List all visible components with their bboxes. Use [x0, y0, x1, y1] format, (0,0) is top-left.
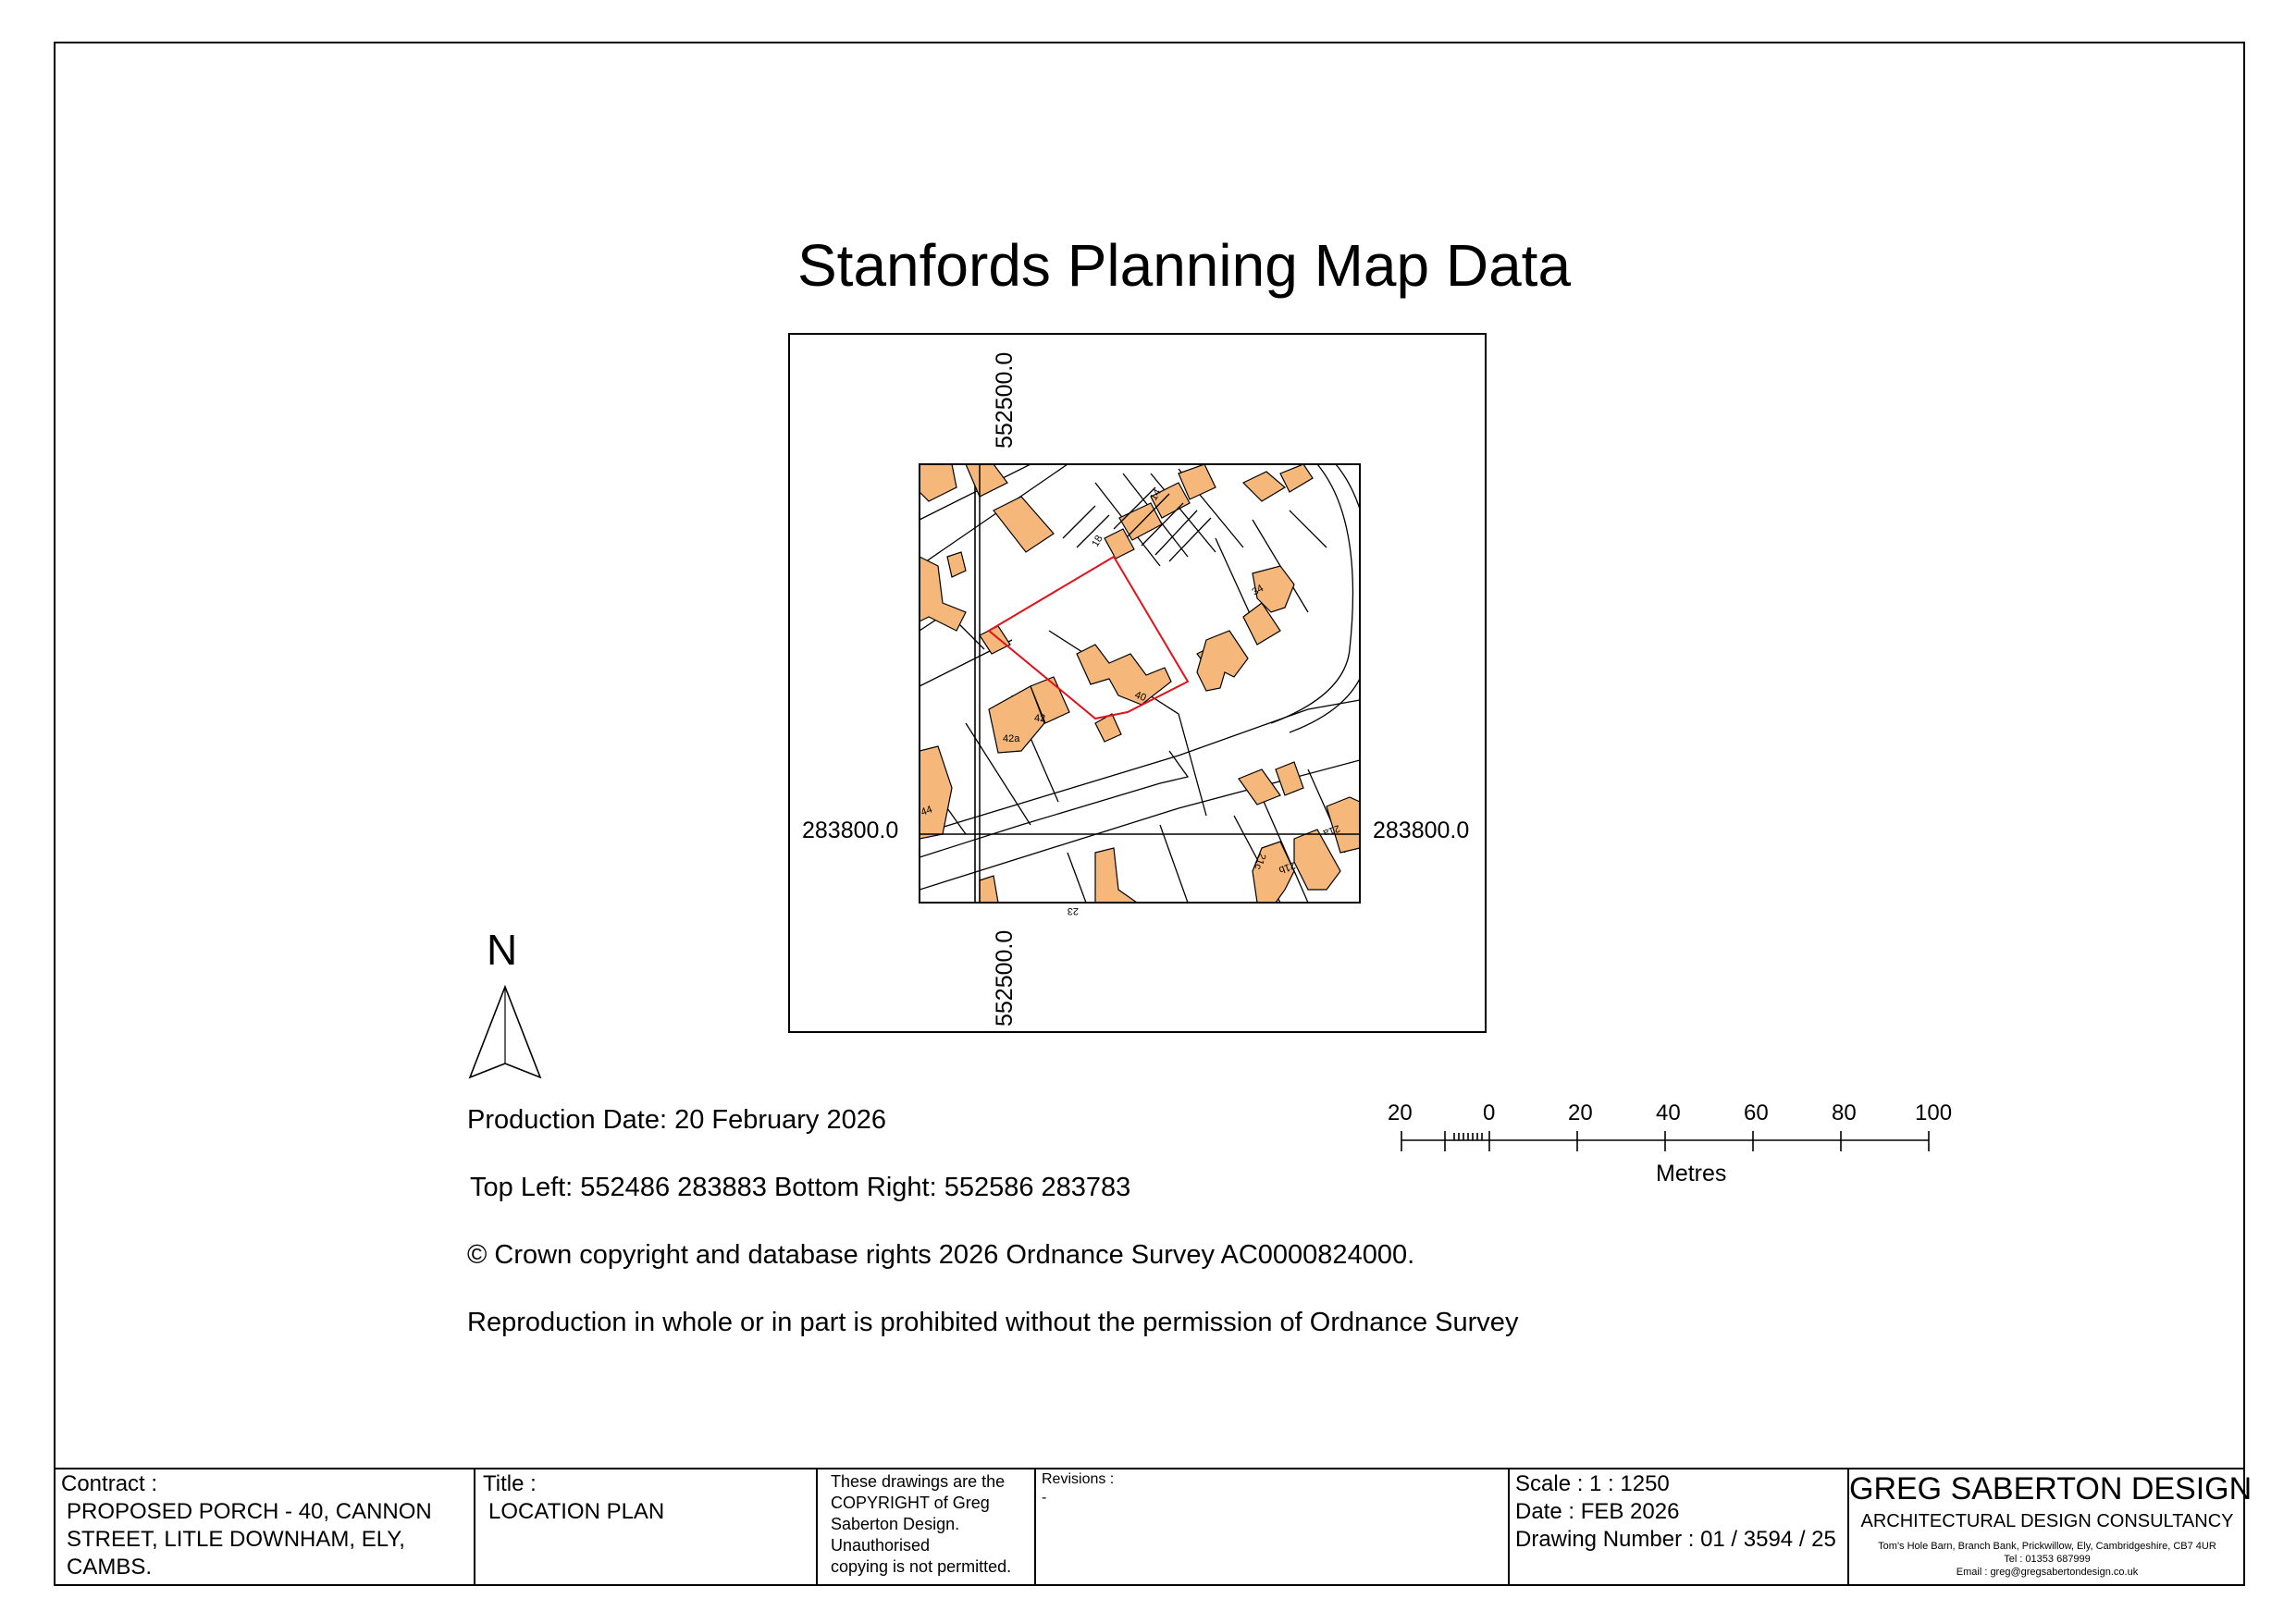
road-edge — [920, 751, 1188, 857]
contract-cell — [54, 1469, 475, 1586]
building-label: 42a — [1003, 733, 1020, 744]
building-label: 40 — [1132, 689, 1148, 705]
company-tel: Tel : 01353 687999 — [2004, 1554, 2091, 1565]
copyright-line: Saberton Design. — [831, 1515, 960, 1533]
building — [994, 497, 1054, 552]
drawing-number: Drawing Number : 01 / 3594 / 25 — [1515, 1527, 1836, 1552]
scale-units: Metres — [1656, 1161, 1727, 1187]
building — [1239, 769, 1280, 805]
building-label: 21c — [1252, 851, 1268, 871]
revisions-value: - — [1042, 1490, 1047, 1506]
plot-line — [1160, 825, 1188, 903]
scale-label: 60 — [1744, 1100, 1769, 1125]
scale-label: 40 — [1656, 1100, 1681, 1125]
building — [947, 552, 966, 577]
building-label: 18 — [1090, 533, 1105, 549]
scale-label: 100 — [1915, 1100, 1953, 1125]
map-frame — [788, 333, 1487, 1033]
title-value: LOCATION PLAN — [488, 1499, 665, 1524]
copyright-notice: © Crown copyright and database rights 2026 Ordnance Survey AC0000824000. — [467, 1240, 1415, 1270]
building-label: 21b — [1277, 859, 1298, 876]
company-cell — [1849, 1469, 2253, 1586]
contract-label: Contract : — [61, 1471, 158, 1496]
title-cell — [475, 1469, 818, 1586]
plot-line — [1290, 510, 1327, 547]
building — [1095, 848, 1137, 903]
building — [1243, 472, 1285, 501]
scale-label: 20 — [1388, 1100, 1413, 1125]
revisions-label: Revisions : — [1042, 1471, 1115, 1487]
building — [1197, 631, 1248, 691]
scale-label: 0 — [1483, 1100, 1496, 1125]
revisions-cell — [1036, 1469, 1510, 1586]
easting-label-top: 552500.0 — [992, 351, 1018, 449]
copyright-cell — [818, 1469, 1036, 1586]
scale-label: 20 — [1568, 1100, 1593, 1125]
building — [1294, 830, 1340, 890]
company-name: GREG SABERTON DESIGN — [1849, 1471, 2253, 1506]
company-subtitle: ARCHITECTURAL DESIGN CONSULTANCY — [1860, 1511, 2234, 1531]
company-email: Email : greg@gregsabertondesign.co.uk — [1956, 1567, 2139, 1578]
company-address: Tom's Hole Barn, Branch Bank, Prickwillow, Ely, Cambridgeshire, CB7 4UR — [1878, 1541, 2216, 1552]
page-title: Stanfords Planning Map Data — [796, 232, 1572, 299]
scale-value: Scale : 1 : 1250 — [1515, 1471, 1670, 1496]
date-value: Date : FEB 2026 — [1515, 1499, 1680, 1524]
easting-label-bottom: 552500.0 — [992, 929, 1018, 1027]
contract-line: CAMBS. — [67, 1555, 153, 1580]
copyright-line: COPYRIGHT of Greg — [831, 1494, 990, 1512]
building-label: 34 — [1250, 583, 1266, 598]
copyright-line: copying is not permitted. — [831, 1557, 1012, 1576]
title-block — [54, 1468, 2253, 1586]
building-label: 23 — [1067, 905, 1079, 916]
building — [920, 746, 952, 839]
building-label: 44 — [919, 804, 934, 818]
plot-line — [1068, 853, 1086, 903]
building — [966, 464, 1007, 497]
building — [1276, 762, 1303, 795]
north-label: N — [487, 926, 518, 974]
map-canvas — [790, 335, 1488, 1035]
contract-line: PROPOSED PORCH - 40, CANNON — [67, 1499, 432, 1524]
building-label: 21a — [1321, 822, 1342, 839]
map-extent: Top Left: 552486 283883 Bottom Right: 552586 283783 — [470, 1173, 1131, 1202]
contract-line: STREET, LITLE DOWNHAM, ELY, — [67, 1527, 405, 1552]
copyright-line: Unauthorised — [831, 1536, 931, 1555]
building-label: 42 — [1034, 713, 1046, 724]
scale-label: 80 — [1832, 1100, 1857, 1125]
north-arrow-icon — [468, 985, 542, 1082]
reproduction-notice: Reproduction in whole or in part is prohibited without the permission of Ordnance Survey — [467, 1308, 1519, 1337]
building — [920, 464, 957, 501]
building — [980, 626, 1010, 654]
title-label: Title : — [483, 1471, 537, 1496]
production-date: Production Date: 20 February 2026 — [467, 1105, 886, 1135]
building-label: 14 — [1148, 486, 1164, 503]
copyright-line: These drawings are the — [831, 1472, 1006, 1491]
building — [1077, 645, 1171, 705]
northing-label-left: 283800.0 — [802, 818, 899, 843]
scale-cell — [1510, 1469, 1849, 1586]
northing-label-right: 283800.0 — [1373, 818, 1470, 843]
building — [980, 876, 998, 903]
